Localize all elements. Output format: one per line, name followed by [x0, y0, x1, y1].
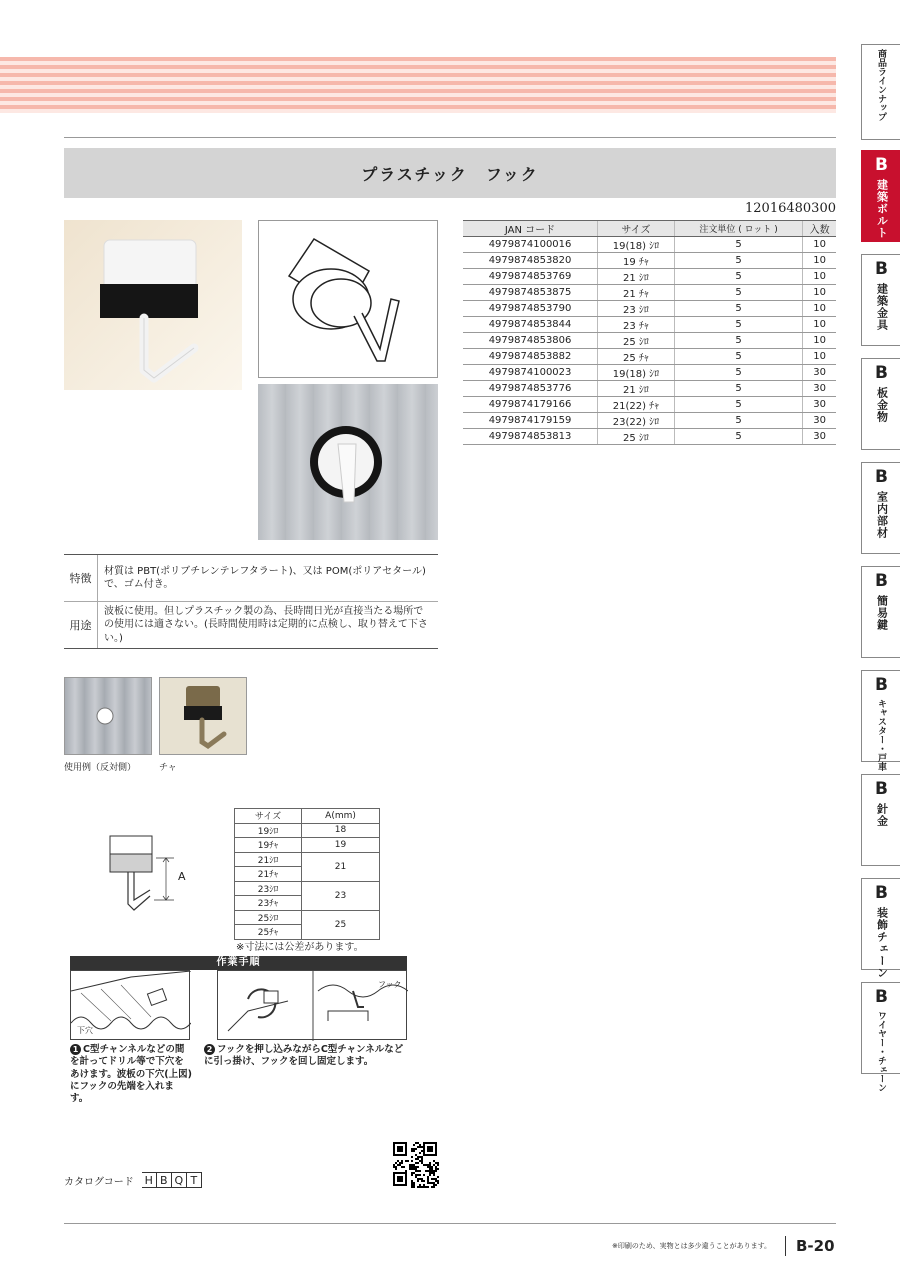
tolerance-note: ※寸法には公差があります。: [236, 942, 364, 953]
catalog-code-char: T: [187, 1172, 202, 1188]
col-jan: JAN コード: [463, 221, 598, 237]
spec-cell: 4979874853813: [463, 429, 598, 445]
side-tab[interactable]: [861, 774, 900, 866]
side-tab[interactable]: [861, 982, 900, 1092]
step-1-number: 1: [70, 1044, 81, 1055]
side-tab-letter: B: [875, 987, 888, 1007]
spec-cell: 10: [803, 253, 836, 269]
dim-value: 25: [302, 910, 380, 939]
product-photo: [64, 220, 242, 390]
spec-row: [463, 253, 836, 269]
spec-cell: 4979874100023: [463, 365, 598, 381]
side-tab-letter: B: [875, 571, 888, 591]
spec-cell: 30: [803, 413, 836, 429]
example-photo: [64, 677, 152, 755]
side-tab[interactable]: [861, 150, 900, 242]
spec-row: [463, 349, 836, 365]
col-qty: 入数: [803, 221, 836, 237]
step-1-text: C型チャンネルなどの間を計ってドリル等で下穴をあけます。波板の下穴(上図)にフックの先端を入れます。: [70, 1044, 192, 1105]
step-2-text: フックを押し込みながらC型チャンネルなどに引っ掛け、フックを回し固定します。: [204, 1044, 404, 1068]
usage-label: 用途: [64, 602, 98, 648]
example-caption: 使用例（反対側）: [64, 763, 137, 773]
dim-size: 21ｼﾛ: [235, 852, 302, 867]
spec-cell: 19 ﾁｬ: [598, 253, 675, 269]
spec-row: [463, 237, 836, 253]
spec-cell: 4979874853790: [463, 301, 598, 317]
side-tab-label: 針金: [875, 803, 889, 827]
feature-block: [64, 554, 438, 649]
spec-cell: 5: [674, 237, 802, 253]
side-tab[interactable]: [861, 670, 900, 771]
spec-row: [463, 381, 836, 397]
dim-size: 19ﾁｬ: [235, 838, 302, 853]
spec-cell: 21 ｼﾛ: [598, 269, 675, 285]
dimension-drawing: [96, 826, 206, 926]
spec-row: [463, 397, 836, 413]
spec-row: [463, 333, 836, 349]
page-title: プラスチック フック: [64, 148, 836, 198]
spec-cell: 4979874853776: [463, 381, 598, 397]
spec-row: [463, 285, 836, 301]
spec-cell: 4979874100016: [463, 237, 598, 253]
spec-cell: 30: [803, 381, 836, 397]
spec-cell: 5: [674, 317, 802, 333]
spec-cell: 30: [803, 429, 836, 445]
spec-cell: 5: [674, 285, 802, 301]
side-tab-label: 室内部材: [875, 491, 889, 539]
side-tab-label: 板金物: [875, 387, 889, 423]
side-tab-label: ワイヤー・チェーン: [876, 1011, 886, 1092]
work-figure-2: [217, 970, 407, 1040]
step-2-number: 2: [204, 1044, 215, 1055]
bottom-rule: [64, 1223, 836, 1224]
side-tab-label: 商品ラインナップ: [876, 49, 886, 121]
brown-variant-photo: [159, 677, 247, 755]
catalog-code-char: B: [157, 1172, 172, 1188]
side-tab-label: 建築ボルト: [875, 179, 889, 239]
spec-row: [463, 413, 836, 429]
side-tab[interactable]: [861, 44, 900, 140]
spec-cell: 4979874853882: [463, 349, 598, 365]
qr-code[interactable]: [391, 1140, 439, 1188]
spec-cell: 10: [803, 285, 836, 301]
page-number: B-20: [785, 1236, 835, 1256]
spec-cell: 4979874853820: [463, 253, 598, 269]
spec-row: [463, 301, 836, 317]
spec-cell: 10: [803, 333, 836, 349]
spec-row: [463, 269, 836, 285]
side-tab-label: 装飾チェーン: [875, 907, 889, 979]
header-stripes: [0, 57, 836, 113]
spec-cell: 10: [803, 301, 836, 317]
spec-cell: 5: [674, 253, 802, 269]
col-size: サイズ: [598, 221, 675, 237]
col-lot: 注文単位 ( ロット ): [674, 221, 802, 237]
dim-size: 25ｼﾛ: [235, 910, 302, 925]
side-tab-letter: B: [875, 155, 888, 175]
spec-cell: 5: [674, 349, 802, 365]
spec-cell: 5: [674, 413, 802, 429]
spec-cell: 30: [803, 397, 836, 413]
spec-cell: 10: [803, 269, 836, 285]
work-heading: 作業手順: [70, 956, 407, 970]
dim-value: 23: [302, 881, 380, 910]
feature-row: [64, 555, 438, 602]
spec-cell: 5: [674, 381, 802, 397]
catalog-code-char: H: [142, 1172, 157, 1188]
side-tab[interactable]: [861, 254, 900, 346]
side-tab-letter: B: [875, 467, 888, 487]
side-tab-letter: B: [875, 883, 888, 903]
spec-cell: 30: [803, 365, 836, 381]
dim-size: 19ｼﾛ: [235, 823, 302, 838]
usage-text: 波板に使用。但しプラスチック製の為、長時間日光が直接当たる場所での使用には適さない。(長時間使用時は定期的に点検し、取り替えて下さい。): [104, 605, 428, 644]
spec-cell: 4979874179159: [463, 413, 598, 429]
top-rule: [64, 137, 836, 138]
catalog-label: カタログコード: [64, 1176, 134, 1188]
side-tab[interactable]: [861, 358, 900, 450]
dim-col-size: サイズ: [235, 809, 302, 824]
side-tab-label: 建築金具: [875, 283, 889, 331]
spec-cell: 4979874179166: [463, 397, 598, 413]
product-code: 12016480300: [745, 201, 836, 216]
spec-cell: 21(22) ﾁｬ: [598, 397, 675, 413]
catalog-code-char: Q: [172, 1172, 187, 1188]
work-step-2: [204, 1044, 408, 1069]
dimension-label: A: [178, 870, 186, 883]
spec-cell: 10: [803, 317, 836, 333]
spec-cell: 23(22) ｼﾛ: [598, 413, 675, 429]
side-tab-letter: B: [875, 363, 888, 383]
installation-photo: [258, 384, 438, 540]
spec-cell: 5: [674, 365, 802, 381]
brown-caption: チャ: [159, 763, 177, 773]
spec-cell: 4979874853844: [463, 317, 598, 333]
side-tab-label: 簡易鍵: [875, 595, 889, 631]
side-tab[interactable]: [861, 462, 900, 554]
spec-cell: 10: [803, 237, 836, 253]
feature-label: 特徴: [64, 555, 98, 601]
spec-cell: 10: [803, 349, 836, 365]
spec-cell: 5: [674, 397, 802, 413]
dim-value: 18: [302, 823, 380, 838]
dimension-table: [234, 808, 380, 940]
side-tab-letter: B: [875, 779, 888, 799]
side-tab[interactable]: [861, 878, 900, 979]
spec-cell: 5: [674, 301, 802, 317]
spec-cell: 19(18) ｼﾛ: [598, 365, 675, 381]
side-tab-label: キャスター・戸車: [876, 699, 886, 771]
spec-cell: 4979874853875: [463, 285, 598, 301]
hook-label: フック: [378, 980, 402, 989]
spec-table: [463, 220, 836, 445]
spec-cell: 23 ﾁｬ: [598, 317, 675, 333]
spec-cell: 5: [674, 269, 802, 285]
spec-row: [463, 429, 836, 445]
dim-size: 23ｼﾛ: [235, 881, 302, 896]
side-tab-letter: B: [875, 675, 888, 695]
feature-text: 材質は PBT(ポリブチレンテレフタラート)、又は POM(ポリアセタール)で、ゴム付き。: [104, 565, 426, 590]
spec-cell: 4979874853806: [463, 333, 598, 349]
spec-row: [463, 317, 836, 333]
dim-col-a: A(mm): [302, 809, 380, 824]
dim-size: 21ﾁｬ: [235, 867, 302, 882]
spec-cell: 19(18) ｼﾛ: [598, 237, 675, 253]
dim-value: 21: [302, 852, 380, 881]
dim-size: 23ﾁｬ: [235, 896, 302, 911]
spec-cell: 25 ｼﾛ: [598, 429, 675, 445]
usage-row: [64, 602, 438, 648]
spec-cell: 21 ｼﾛ: [598, 381, 675, 397]
spec-cell: 5: [674, 333, 802, 349]
work-figure-1: [70, 970, 190, 1040]
spec-cell: 4979874853769: [463, 269, 598, 285]
spec-cell: 25 ｼﾛ: [598, 333, 675, 349]
spec-cell: 23 ｼﾛ: [598, 301, 675, 317]
spec-cell: 25 ﾁｬ: [598, 349, 675, 365]
spec-cell: 5: [674, 429, 802, 445]
work-step-1: [70, 1044, 192, 1106]
spec-row: [463, 365, 836, 381]
footer-note: ※印刷のため、実物とは多少違うことがあります。: [612, 1242, 772, 1250]
spec-cell: 21 ﾁｬ: [598, 285, 675, 301]
catalog-code: [64, 1172, 202, 1188]
product-line-drawing: [258, 220, 438, 378]
dim-size: 25ﾁｬ: [235, 925, 302, 940]
side-tab-letter: B: [875, 259, 888, 279]
side-tab[interactable]: [861, 566, 900, 658]
dim-value: 19: [302, 838, 380, 853]
hole-label: 下穴: [77, 1026, 93, 1035]
